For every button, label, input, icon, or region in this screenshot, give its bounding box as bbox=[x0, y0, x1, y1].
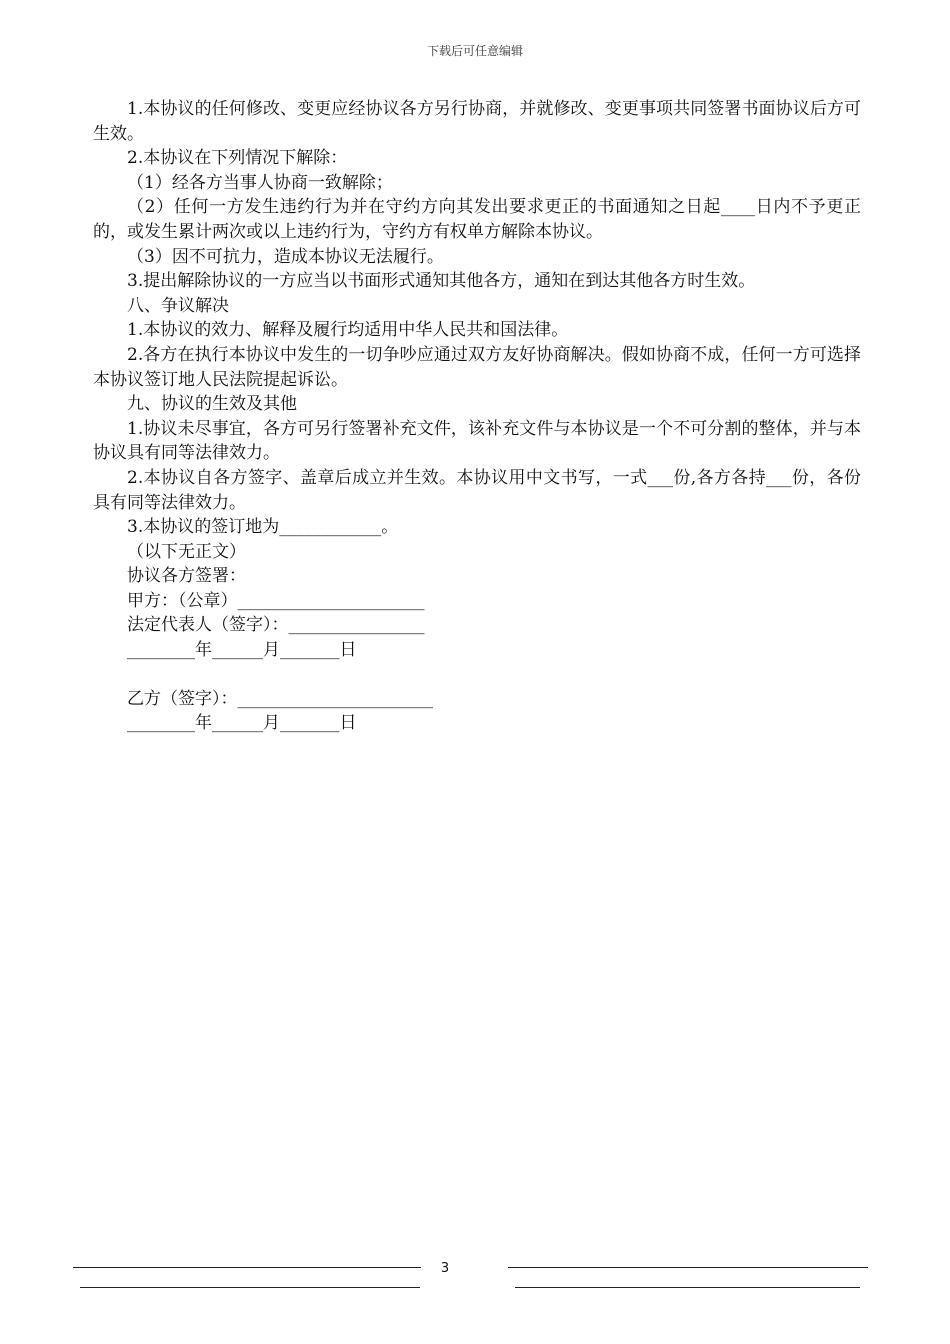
party-a-date-line: ________年______月_______日 bbox=[127, 640, 357, 661]
page-header: 下载后可任意编辑 bbox=[426, 44, 523, 58]
clause-termination: 2.本协议在下列情况下解除： bbox=[127, 148, 348, 169]
termination-item-1: （1）经各方当事人协商一致解除； bbox=[127, 172, 393, 193]
party-b-signature-line: 乙方（签字）：_______________________ bbox=[127, 688, 433, 709]
spacer bbox=[93, 663, 861, 687]
clause-effectiveness: 2.本协议自各方签字、盖章后成立并生效。本协议用中文书写，一式___份,各方各持___份，各份具有同等法律效力。 bbox=[93, 467, 861, 513]
clause-dispute-resolution: 2.各方在执行本协议中发生的一切争吵应通过双方友好协商解决。假如协商不成，任何一方可选择本协议签订地人民法院提起诉讼。 bbox=[93, 344, 861, 390]
no-further-text: （以下无正文） bbox=[127, 541, 246, 562]
clause-signing-place: 3.本协议的签订地为____________。 bbox=[127, 517, 399, 538]
termination-item-2: （2）任何一方发生违约行为并在守约方向其发出要求更正的书面通知之日起____日内不予更正的，或发生累计两次或以上违约行为，守约方有权单方解除本协议。 bbox=[93, 197, 861, 242]
clause-supplement: 1.协议未尽事宜，各方可另行签署补充文件，该补充文件与本协议是一个不可分割的整体，并与本协议具有同等法律效力。 bbox=[93, 418, 861, 464]
legal-representative-line: 法定代表人（签字）：________________ bbox=[127, 615, 425, 636]
party-b-date-line: ________年______月_______日 bbox=[127, 713, 357, 734]
signature-heading: 协议各方签署： bbox=[127, 566, 246, 587]
clause-amendment: 1.本协议的任何修改、变更应经协议各方另行协商，并就修改、变更事项共同签署书面协议后方可生效。 bbox=[93, 99, 861, 144]
page-number: 3 bbox=[440, 1261, 450, 1276]
document-body bbox=[93, 97, 861, 736]
clause-governing-law: 1.本协议的效力、解释及履行均适用中华人民共和国法律。 bbox=[127, 320, 569, 341]
clause-termination-notice: 3.提出解除协议的一方应当以书面形式通知其他各方，通知在到达其他各方时生效。 bbox=[127, 271, 756, 292]
footer-rule-right-top bbox=[508, 1267, 868, 1268]
party-a-seal-line: 甲方：（公章）______________________ bbox=[127, 590, 425, 611]
footer-rule-left-bottom bbox=[80, 1287, 420, 1288]
section-heading-effectiveness: 九、协议的生效及其他 bbox=[127, 394, 297, 415]
footer-rule-left-top bbox=[73, 1267, 421, 1268]
termination-item-3: （3）因不可抗力，造成本协议无法履行。 bbox=[127, 246, 444, 267]
section-heading-dispute: 八、争议解决 bbox=[127, 295, 229, 316]
footer-rule-right-bottom bbox=[515, 1287, 860, 1288]
page-footer bbox=[0, 1258, 950, 1298]
